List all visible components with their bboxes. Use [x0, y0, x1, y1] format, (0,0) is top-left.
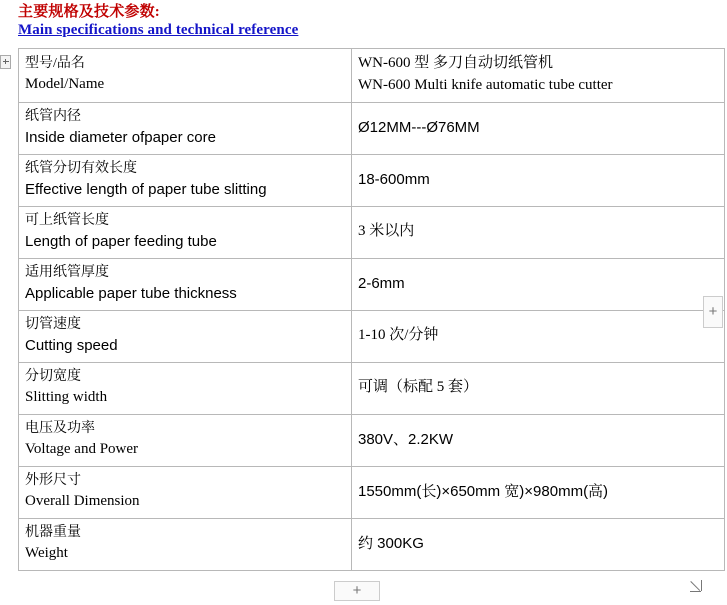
- table-row[interactable]: [19, 102, 725, 154]
- label-cn: 适用纸管厚度: [25, 264, 109, 280]
- move-table-handle[interactable]: [0, 55, 11, 69]
- label-en: Applicable paper tube thickness: [25, 284, 237, 302]
- label-en: Voltage and Power: [25, 441, 139, 458]
- value-cn: 约 300KG: [358, 535, 424, 553]
- label-en: Inside diameter ofpaper core: [25, 128, 216, 146]
- table-row[interactable]: [19, 154, 725, 206]
- page-title-en: Main specifications and technical reference: [18, 22, 299, 38]
- label-cn: 纸管分切有效长度: [25, 160, 137, 176]
- table-row[interactable]: [19, 310, 725, 362]
- row-value-cell[interactable]: [352, 362, 725, 414]
- label-en: Cutting speed: [25, 336, 118, 354]
- row-label-cell[interactable]: [19, 414, 352, 466]
- table-row[interactable]: [19, 49, 725, 103]
- value-cn: 2-6mm: [358, 274, 405, 292]
- label-en: Overall Dimension: [25, 493, 140, 510]
- row-label-cell[interactable]: [19, 49, 352, 103]
- value-cn: WN-600 型 多刀自动切纸管机: [358, 55, 553, 71]
- row-value-cell[interactable]: [352, 258, 725, 310]
- value-cn: 3 米以内: [358, 222, 415, 239]
- row-value-cell[interactable]: [352, 466, 725, 518]
- row-value-cell[interactable]: [352, 102, 725, 154]
- label-en: Weight: [25, 545, 68, 562]
- label-en: Length of paper feeding tube: [25, 232, 217, 250]
- row-label-cell[interactable]: [19, 206, 352, 258]
- row-value-cell[interactable]: [352, 154, 725, 206]
- value-cn: 1-10 次/分钟: [358, 326, 439, 343]
- label-cn: 可上纸管长度: [25, 212, 109, 228]
- value-cn: 可调（标配 5 套）: [358, 378, 479, 395]
- specifications-table: [18, 48, 725, 571]
- label-cn: 型号/品名: [25, 55, 85, 71]
- value-en: WN-600 Multi knife automatic tube cutter: [358, 76, 613, 93]
- row-value-cell[interactable]: [352, 518, 725, 570]
- row-value-cell[interactable]: [352, 310, 725, 362]
- label-cn: 外形尺寸: [25, 472, 81, 488]
- row-label-cell[interactable]: [19, 310, 352, 362]
- table-row[interactable]: [19, 362, 725, 414]
- table-row[interactable]: [19, 414, 725, 466]
- table-row[interactable]: [19, 206, 725, 258]
- value-cn: Ø12MM---Ø76MM: [358, 118, 480, 136]
- label-en: Model/Name: [25, 76, 105, 93]
- label-cn: 纸管内径: [25, 108, 81, 124]
- row-value-cell[interactable]: [352, 206, 725, 258]
- row-label-cell[interactable]: [19, 362, 352, 414]
- label-cn: 切管速度: [25, 316, 81, 332]
- label-cn: 机器重量: [25, 524, 81, 540]
- label-en: Effective length of paper tube slitting: [25, 180, 267, 198]
- page-title-cn: 主要规格及技术参数:: [18, 4, 160, 20]
- row-value-cell[interactable]: [352, 49, 725, 103]
- add-row-button[interactable]: +: [334, 581, 380, 601]
- row-label-cell[interactable]: [19, 154, 352, 206]
- label-en: Slitting width: [25, 389, 108, 406]
- row-label-cell[interactable]: [19, 518, 352, 570]
- value-cn: 18-600mm: [358, 170, 430, 188]
- label-cn: 分切宽度: [25, 368, 81, 384]
- row-label-cell[interactable]: [19, 258, 352, 310]
- value-cn: 1550mm(长)×650mm 宽)×980mm(高): [358, 482, 609, 500]
- add-column-button[interactable]: +: [703, 296, 723, 328]
- table-row[interactable]: [19, 466, 725, 518]
- table-row[interactable]: [19, 258, 725, 310]
- label-cn: 电压及功率: [25, 420, 95, 436]
- row-value-cell[interactable]: [352, 414, 725, 466]
- resize-diagonal-icon: [690, 581, 700, 591]
- table-row[interactable]: [19, 518, 725, 570]
- resize-table-handle[interactable]: [690, 580, 702, 592]
- row-label-cell[interactable]: [19, 466, 352, 518]
- row-label-cell[interactable]: [19, 102, 352, 154]
- value-cn: 380V、2.2KW: [358, 430, 454, 448]
